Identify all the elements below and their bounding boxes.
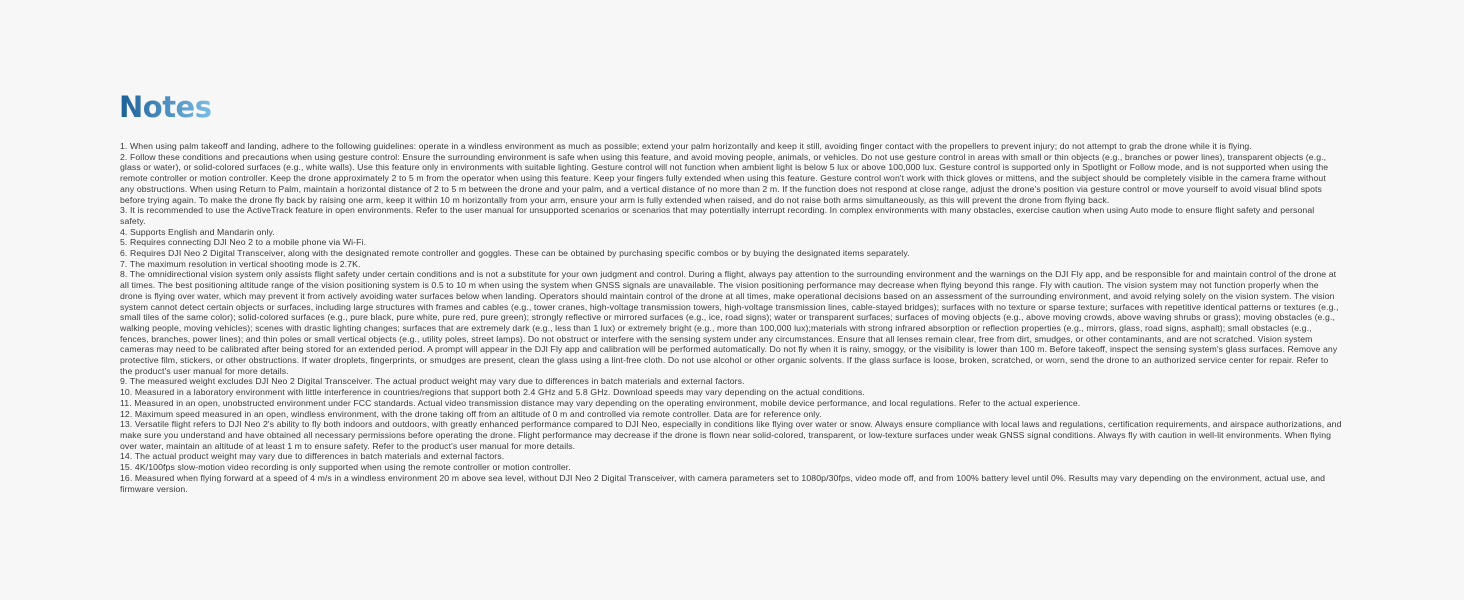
note-item: 4. Supports English and Mandarin only.	[120, 226, 275, 237]
note-item: 5. Requires connecting DJI Neo 2 to a mobile phone via Wi-Fi.	[120, 237, 367, 248]
note-item: 13. Versatile flight refers to DJI Neo 2's ability to fly both indoors and outdoors, with greatly enhanced performance compared to DJI Neo, especially in conditions like flying over water or snow. Always ensure compliance with local laws and regulations, certification requirements, and airspace authorizations, and make sure you understand and have obtained all necessary permissions before operating the drone. Flight performance may decrease if the drone is flown near solid-colored, transparent, or low-texture surfaces under weak GNSS signal conditions. Always fly with caution in well-lit environments. When flying over water, maintain an altitude of at least 1 m to ensure safety. Refer to the product's user manual for more details.	[120, 419, 1342, 451]
notes-list	[120, 141, 1342, 494]
note-item: 7. The maximum resolution in vertical shooting mode is 2.7K.	[120, 258, 361, 269]
note-item: 15. 4K/100fps slow-motion video recording is only supported when using the remote controller or motion controller.	[120, 462, 571, 473]
note-item: 10. Measured in a laboratory environment with little interference in countries/regions that support both 2.4 GHz and 5.8 GHz. Download speeds may vary depending on the actual conditions.	[120, 387, 865, 398]
note-item: 1. When using palm takeoff and landing, adhere to the following guidelines: operate in a windless environment as much as possible; extend your palm horizontally and keep it still, avoiding finger contact with the propellers to prevent injury; do not attempt to grab the drone while it is flying.	[120, 141, 1252, 151]
note-item: 14. The actual product weight may vary due to differences in batch materials and external factors.	[120, 451, 505, 462]
note-item: 2. Follow these conditions and precautions when using gesture control: Ensure the surrounding environment is safe when using this feature, and avoid moving people, animals, or vehicles. Do not use gesture control in areas with small or thin objects (e.g., branches or power lines), transparent objects (e.g., glass or water), or solid-colored surfaces (e.g., white walls). Use this feature only in environments with suitable lighting. Gesture control will not function when ambient light is below 5 lux or above 100,000 lux. Gesture control is supported only in Spotlight or Follow mode, and is not supported when using the remote controller or motion controller. Keep the drone approximately 2 to 5 m from the operator when using this feature. Keep your fingers fully extended when using this feature. Gesture control won't work with thick gloves or mittens, and the subject should be completely visible in the camera frame without any obstructions. When using Return to Palm, maintain a horizontal distance of 2 to 5 m between the drone and your palm, and a vertical distance of no more than 2 m. If the function does not respond at close range, adjust the drone's position via gesture control or move yourself to avoid visual blind spots before trying again. To make the drone fly back by raising one arm, keep it within 10 m horizontally from your arm, ensure your arm is fully extended when raised, and do not raise both arms simultaneously, as this will prevent the drone from flying back.	[120, 151, 1329, 205]
note-item: 3. It is recommended to use the ActiveTrack feature in open environments. Refer to the user manual for unsupported scenarios or scenarios that may potentially interrupt recording. In complex environments with many obstacles, exercise caution when using Auto mode to ensure flight safety and personal safety.	[120, 205, 1315, 226]
note-item: 9. The measured weight excludes DJI Neo 2 Digital Transceiver. The actual product weight may vary due to differences in batch materials and external factors.	[120, 376, 745, 387]
note-item: 8. The omnidirectional vision system only assists flight safety under certain conditions and is not a substitute for your own judgment and control. During a flight, always pay attention to the surrounding environment and the warnings on the DJI Fly app, and be responsible for and maintain control of the drone at all times. The best positioning altitude range of the vision positioning system is 0.5 to 10 m when using the system when GNSS signals are unavailable. The vision positioning performance may decrease when flying beyond this range. Fly with caution. The vision system may not function properly when the drone is flying over water, which may prevent it from actively avoiding water surfaces below when landing. Operators should maintain control of the drone at all times, make operational decisions based on an assessment of the surrounding environment, and avoid relying solely on the vision system. The vision system cannot detect certain objects or surfaces, including large structures with frames and cables (e.g., tower cranes, high-voltage transmission towers, high-voltage transmission lines, cable-stayed bridges); surfaces with no texture or sparse texture; surfaces with repetitive identical patterns or textures (e.g., small tiles of the same color); solid-colored surfaces (e.g., pure black, pure white, pure red, pure green); strongly reflective or mirrored surfaces (e.g., ice, road signs); water or transparent surfaces; surfaces of moving objects (e.g., above moving crowds, above waving shrubs or grass); moving obstacles (e.g., walking people, moving vehicles); scenes with drastic lighting changes; surfaces that are extremely dark (e.g., less than 1 lux) or extremely bright (e.g., more than 100,000 lux);materials with strong infrared absorption or reflection properties (e.g., mirrors, glass, road signs, asphalt); small obstacles (e.g., fences, branches, power lines); and thin poles or small vertical objects (e.g., utility poles, street lamps). Do not obstruct or interfere with the sensing system under any circumstances. Ensure that all lenses remain clear, free from dirt, smudges, or other contaminants, and are not scratched. Vision system cameras may need to be calibrated after being stored for an extended period. A prompt will appear in the DJI Fly app and calibration will be performed automatically. Do not fly when it is rainy, smoggy, or the visibility is lower than 100 m. Before takeoff, inspect the sensing system's glass surfaces. Remove any protective film, stickers, or other obstructions. If water droplets, fingerprints, or smudges are present, clean the glass using a lint-free cloth. Do not use alcohol or other organic solvents. If the glass surface is loose, broken, scratched, or worn, send the drone to an authorized service center for repair. Refer to the product's user manual for more details.	[120, 269, 1339, 376]
note-item: 16. Measured when flying forward at a speed of 4 m/s in a windless environment 20 m above sea level, without DJI Neo 2 Digital Transceiver, with camera parameters set to 1080p/30fps, video mode off, and from 100% battery level until 0%. Results may vary depending on the environment, actual use, and firmware version.	[120, 472, 1326, 494]
note-item: 12. Maximum speed measured in an open, windless environment, with the drone taking off from an altitude of 0 m and controlled via remote controller. Data are for reference only.	[120, 408, 822, 419]
page-title: Notes	[119, 86, 212, 128]
note-item: 6. Requires DJI Neo 2 Digital Transceiver, along with the designated remote controller and goggles. These can be obtained by purchasing specific combos or by buying the designated items separately.	[120, 248, 910, 259]
note-item: 11. Measured in an open, unobstructed environment under FCC standards. Actual video transmission distance may vary depending on the operating environment, mobile device performance, and local regulations. Refer to the actual experience.	[120, 397, 1081, 408]
